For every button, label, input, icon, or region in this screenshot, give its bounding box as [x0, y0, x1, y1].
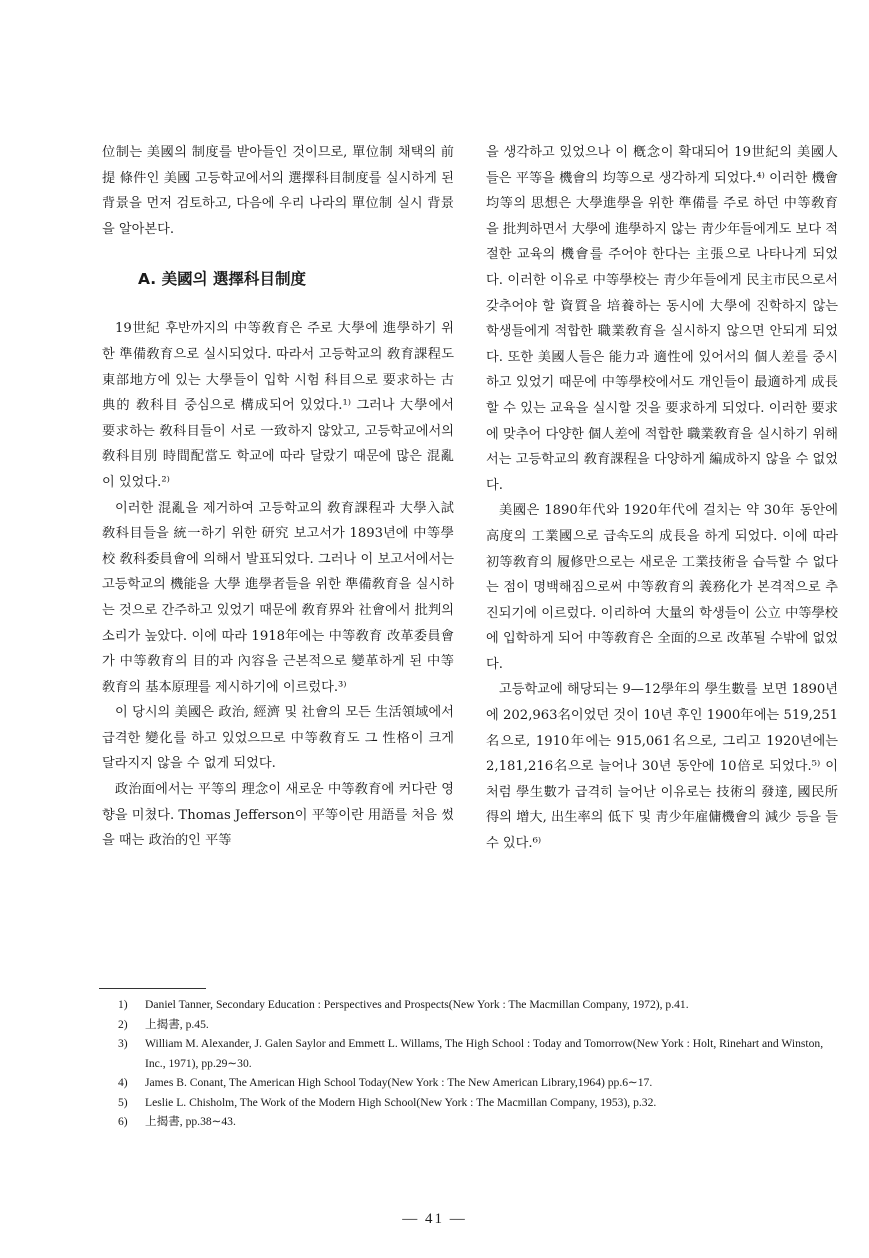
footnote-text: William M. Alexander, J. Galen Saylor and Emmett L. Willams, The High School : Today and Tomorrow(New York : Holt, Rinehart and Winston, Inc., 1971), pp.29∼30. [145, 1037, 824, 1070]
footnote [118, 1015, 840, 1035]
footnote-text: 上揭書, p.45. [145, 1017, 209, 1031]
footnote-number: 5) [118, 1095, 128, 1109]
body-paragraph: 이러한 混亂을 제거하여 고등학교의 敎育課程과 大學入試 敎科目들을 統一하기 위한 研究 보고서가 1893년에 中等學校 敎科委員會에 의해서 발표되었다. 그러나 이 보고서에서는 고등학교의 機能을 大學 進學者들을 위한 準備敎育을 실시하는 것으로 간주하고 있었기 때문에 敎育界와 社會에서 批判의 소리가 높았다. 이에 따라 1918年에는 中等敎育 改革委員會가 中等敎育의 目的과 內容을 근본적으로 變革하게 된 中等敎育의 基本原理를 제시하기에 이르렀다.³⁾ [102, 500, 454, 695]
footnote-number: 4) [118, 1076, 128, 1089]
footnote [118, 1093, 840, 1113]
body-paragraph: 이 당시의 美國은 政治, 經濟 및 社會의 모든 生活領域에서 급격한 變化를 하고 있었으므로 中等敎育도 그 性格이 크게 달라지지 않을 수 없게 되었다. [102, 705, 454, 772]
page-number: — 41 — [402, 1211, 467, 1227]
footnote-text: James B. Conant, The American High School Today(New York : The New American Library,1964) pp.6∼17. [145, 1076, 653, 1089]
footnote-number: 2) [118, 1017, 128, 1031]
footnote-text: 上揭書, pp.38∼43. [145, 1115, 236, 1128]
footnote-number: 3) [118, 1037, 128, 1050]
section-heading: A. 美國의 選擇科目制度 [138, 270, 306, 289]
footnote [118, 1112, 840, 1132]
intro-paragraph: 位制는 美國의 制度를 받아들인 것이므로, 單位制 채택의 前提 條件인 美國 고등학교에서의 選擇科目制度를 실시하게 된 背景을 먼저 검토하고, 다음에 우리 나라의 單位制 실시 背景을 알아본다. [102, 145, 454, 237]
footnote [118, 1073, 840, 1093]
footnote [118, 1034, 840, 1073]
footnote-divider [99, 988, 206, 989]
footnote-text: Leslie L. Chisholm, The Work of the Modern High School(New York : The Macmillan Company, 1953), p.32. [145, 1095, 657, 1109]
body-paragraph: 을 생각하고 있었으나 이 槪念이 확대되어 19世紀의 美國人들은 平等을 機會의 均等으로 생각하게 되었다.⁴⁾ 이러한 機會均等의 思想은 大學進學을 위한 準備를 주로 하던 中等敎育을 批判하면서 大學에 進學하지 않는 靑少年들에게도 보다 적절한 교육의 機會를 주어야 한다는 主張으로 나타나게 되었다. 이러한 이유로 中等學校는 靑少年들에게 民主市民으로서 갖추어야 할 資質을 培養하는 동시에 大學에 진학하지 않는 학생들에게 적합한 職業敎育을 실시하지 않으면 안되게 되었다. 또한 美國人들은 能力과 適性에 있어서의 個人差를 중시하고 있었기 때문에 中等學校에서도 개인들이 最適하게 成長할 수 있는 교육을 실시할 것을 要求하게 되었다. 이러한 要求에 맞추어 다양한 個人差에 적합한 職業敎育을 실시하기 위해서는 고등학교의 敎育課程을 다양하게 編成하지 않을 수 없었다. [486, 145, 838, 493]
body-paragraph: 美國은 1890年代와 1920年代에 걸치는 약 30年 동안에 高度의 工業國으로 급속도의 成長을 하게 되었다. 이에 따라 初等敎育의 履修만으로는 새로운 工業技術을 습득할 수 없다는 점이 명백해짐으로써 中等敎育의 義務化가 본격적으로 추진되기에 이르렀다. 이리하여 大量의 학생들이 公立 中等學校에 입학하게 되어 中等敎育은 全面的으로 改革될 수밖에 없었다. [486, 503, 838, 672]
footnote-text: Daniel Tanner, Secondary Education : Perspectives and Prospects(New York : The Macmillan Company, 1972), p.41. [145, 998, 689, 1011]
footnote [118, 995, 840, 1015]
body-paragraph: 19世紀 후반까지의 中等敎育은 주로 大學에 進學하기 위한 準備敎育으로 실시되었다. 따라서 고등학교의 敎育課程도 東部地方에 있는 大學들이 입학 시험 科目으로 要求하는 古典的 敎科目 중심으로 構成되어 있었다.¹⁾ 그러나 大學에서 要求하는 敎科目들이 서로 一致하지 않았고, 고등학교에서의 敎科目別 時間配當도 학교에 따라 달랐기 때문에 많은 混亂이 있었다.²⁾ [102, 321, 454, 490]
body-paragraph: 政治面에서는 平等의 理念이 새로운 中等敎育에 커다란 영향을 미쳤다. Thomas Jefferson이 平等이란 用語를 처음 썼을 때는 政治的인 平等 [102, 782, 454, 849]
body-paragraph: 고등학교에 해당되는 9—12學年의 學生數를 보면 1890년에 202,963名이었던 것이 10년 후인 1900年에는 519,251名으로, 1910年에는 915,061名으로, 그리고 1920년에는 2,181,216名으로 늘어나 30년 동안에 10倍로 되었다.⁵⁾ 이처럼 學生數가 급격히 늘어난 이유로는 技術의 發達, 國民所得의 增大, 出生率의 低下 및 靑少年雇傭機會의 減少 등을 들 수 있다.⁶⁾ [486, 682, 838, 852]
right-column [486, 140, 838, 857]
footnote-number: 1) [118, 998, 128, 1011]
left-column [102, 140, 454, 854]
footnotes [118, 995, 840, 1132]
footnote-number: 6) [118, 1115, 128, 1128]
